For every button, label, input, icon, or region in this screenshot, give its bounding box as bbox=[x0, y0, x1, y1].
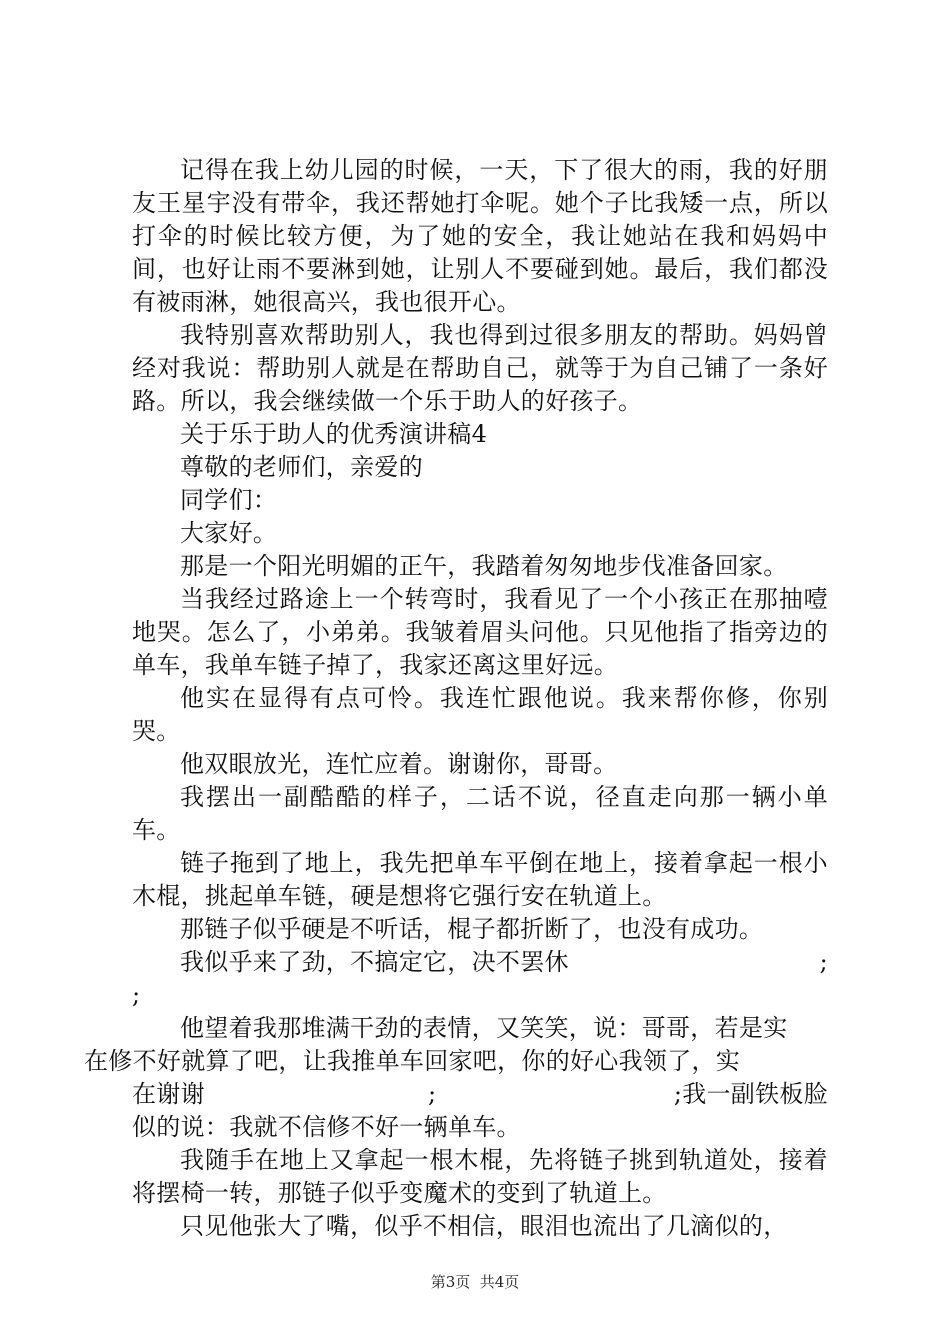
paragraph-11-line-3c: ;我一副铁板脸 bbox=[673, 1080, 828, 1108]
paragraph-11-line-3 bbox=[132, 1078, 828, 1111]
paragraph-11-line-1: 他望着我那堆满干劲的表情，又笑笑，说：哥哥，若是实 bbox=[180, 1014, 788, 1042]
paragraph-1: 记得在我上幼儿园的时候，一天，下了很大的雨，我的好朋友王星宇没有带伞，我还帮她打伞呢。她个子比我矮一点，所以打伞的时候比较方便，为了她的安全，我让她站在我和妈妈中间，也好让雨不要淋到她，让别人不要碰到她。最后，我们都没有被雨淋，她很高兴，我也很开心。 bbox=[132, 156, 828, 316]
paragraph-8: 链子拖到了地上，我先把单车平倒在地上，接着拿起一根小木棍，挑起单车链，硬是想将它强行安在轨道上。 bbox=[132, 849, 828, 910]
section-heading: 关于乐于助人的优秀演讲稿4 bbox=[180, 420, 488, 448]
paragraph-11-line-4: 似的说：我就不信修不好一辆单车。 bbox=[132, 1113, 521, 1141]
paragraph-10-semicolon: ; bbox=[819, 948, 828, 976]
paragraph-2: 我特别喜欢帮助别人，我也得到过很多朋友的帮助。妈妈曾经对我说：帮助别人就是在帮助自己，就等于为自己铺了一条好路。所以，我会继续做一个乐于助人的好孩子。 bbox=[132, 321, 828, 415]
paragraph-10 bbox=[132, 946, 828, 979]
paragraph-12: 我随手在地上又拿起一根木棍，先将链子挑到轨道处，接着将摆椅一转，那链子似乎变魔术的变到了轨道上。 bbox=[132, 1146, 828, 1207]
page-footer bbox=[0, 1271, 950, 1292]
paragraph-11 bbox=[84, 1012, 828, 1078]
paragraph-7: 我摆出一副酷酷的样子，二话不说，径直走向那一辆小单车。 bbox=[132, 783, 828, 844]
paragraph-6: 他双眼放光，连忙应着。谢谢你，哥哥。 bbox=[180, 750, 618, 778]
page-number: 第3页 共4页 bbox=[430, 1273, 520, 1291]
paragraph-10-continuation: ; bbox=[132, 981, 141, 1009]
paragraph-11-line-3b: ; bbox=[428, 1080, 437, 1108]
paragraph-11-line-3a: 在谢谢 bbox=[132, 1080, 205, 1108]
paragraph-5: 他实在显得有点可怜。我连忙跟他说。我来帮你修，你别哭。 bbox=[132, 684, 828, 745]
paragraph-10-text: 我似乎来了劲，不搞定它，决不罢休 bbox=[180, 948, 569, 976]
paragraph-9: 那链子似乎硬是不听话，棍子都折断了，也没有成功。 bbox=[180, 915, 764, 943]
document-body bbox=[84, 154, 828, 1243]
paragraph-3: 那是一个阳光明媚的正午，我踏着匆匆地步伐准备回家。 bbox=[180, 552, 788, 580]
paragraph-4: 当我经过路途上一个转弯时，我看见了一个小孩正在那抽噎地哭。怎么了，小弟弟。我皱着眉头问他。只见他指了指旁边的单车，我单车链子掉了，我家还离这里好远。 bbox=[132, 585, 828, 679]
salutation-line-1: 尊敬的老师们，亲爱的 bbox=[180, 453, 423, 481]
paragraph-11-line-2: 在修不好就算了吧，让我推单车回家吧，你的好心我领了，实 bbox=[84, 1047, 741, 1075]
greeting: 大家好。 bbox=[180, 519, 278, 547]
salutation-line-2: 同学们： bbox=[180, 486, 278, 514]
paragraph-13: 只见他张大了嘴，似乎不相信，眼泪也流出了几滴似的， bbox=[180, 1212, 788, 1240]
